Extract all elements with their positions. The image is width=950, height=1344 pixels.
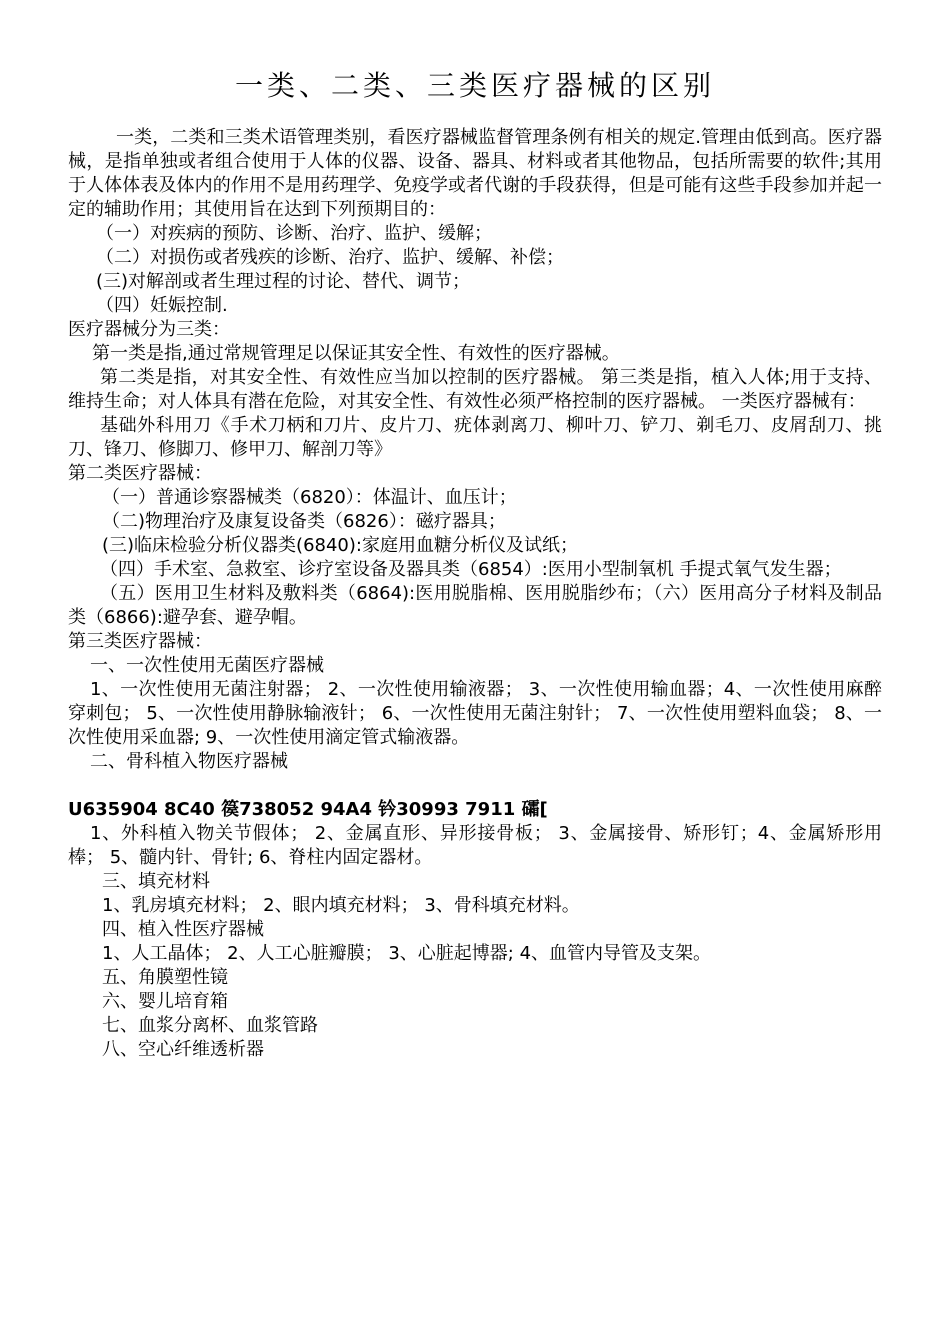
class-three-category: 一、一次性使用无菌医疗器械 bbox=[90, 655, 324, 676]
intro-paragraph: 一类，二类和三类术语管理类别，看医疗器械监督管理条例有相关的规定.管理由低到高。医疗器械，是指单独或者组合使用于人体的仪器、设备、器具、材料或者其他物品，包括所需要的软件;其用于人体体表及体内的作用不是用药理学、免疫学或者代谢的手段获得，但是可能有这些手段参加并起一定的辅助作用；其使用旨在达到下列预期目的： bbox=[68, 127, 882, 220]
class-two-three-definition: 第二类是指，对其安全性、有效性应当加以控制的医疗器械。 第三类是指，植入人体;用于支持、维持生命；对人体具有潜在危险，对其安全性、有效性必须严格控制的医疗器械。 一类医疗器械有： bbox=[68, 367, 882, 412]
class-two-item: （一）普通诊察器械类（6820）：体温计、血压计； bbox=[102, 487, 517, 508]
class-three-items: 1、乳房填充材料； 2、眼内填充材料； 3、骨科填充材料。 bbox=[102, 895, 580, 916]
class-two-heading: 第二类医疗器械： bbox=[68, 463, 212, 484]
class-three-category: 五、角膜塑性镜 bbox=[102, 967, 228, 988]
class-two-item: （五）医用卫生材料及敷料类（6864):医用脱脂棉、医用脱脂纱布；（六）医用高分子材料及制品类（6866):避孕套、避孕帽。 bbox=[68, 583, 882, 628]
class-three-category: 六、婴儿培育箱 bbox=[102, 991, 228, 1012]
purpose-item: （四）妊娠控制. bbox=[96, 295, 228, 316]
document-title: 一类、二类、三类医疗器械的区别 bbox=[234, 69, 715, 102]
class-two-item: (三)临床检验分析仪器类(6840):家庭用血糖分析仪及试纸； bbox=[102, 535, 578, 556]
purpose-item: (三)对解剖或者生理过程的讨论、替代、调节； bbox=[96, 271, 471, 292]
classification-heading: 医疗器械分为三类： bbox=[68, 319, 230, 340]
class-three-category: 二、骨科植入物医疗器械 bbox=[90, 751, 288, 772]
class-three-category: 七、血浆分离杯、血浆管路 bbox=[102, 1015, 318, 1036]
document-body bbox=[68, 126, 882, 1062]
class-two-item: （四）手术室、急救室、诊疗室设备及器具类（6854）:医用小型制氧机 手提式氧气发生器； bbox=[100, 559, 842, 580]
class-three-items: 1、外科植入物关节假体； 2、金属直形、异形接骨板； 3、金属接骨、矫形钉；4、金属矫形用棒； 5、髓内针、骨针; 6、脊柱内固定器材。 bbox=[68, 823, 882, 868]
class-two-item: （二)物理治疗及康复设备类（6826）：磁疗器具； bbox=[102, 511, 506, 532]
class-three-items: 1、人工晶体； 2、人工心脏瓣膜； 3、心脏起博器; 4、血管内导管及支架。 bbox=[102, 943, 712, 964]
class-one-examples: 基础外科用刀《手术刀柄和刀片、皮片刀、疣体剥离刀、柳叶刀、铲刀、剃毛刀、皮屑刮刀、挑刀、锋刀、修脚刀、修甲刀、解剖刀等》 bbox=[68, 415, 882, 460]
class-three-category: 八、空心纤维透析器 bbox=[102, 1039, 264, 1060]
spacer bbox=[68, 774, 882, 798]
class-three-items: 1、一次性使用无菌注射器； 2、一次性使用输液器； 3、一次性使用输血器；4、一次性使用麻醉穿刺包； 5、一次性使用静脉输液针； 6、一次性使用无菌注射针； 7、一次性使用塑料血袋； 8、一次性使用采血器; 9、一次性使用滴定管式输液器。 bbox=[68, 679, 882, 748]
purpose-item: （一）对疾病的预防、诊断、治疗、监护、缓解； bbox=[96, 223, 492, 244]
class-three-heading: 第三类医疗器械： bbox=[68, 631, 212, 652]
class-one-definition: 第一类是指,通过常规管理足以保证其安全性、有效性的医疗器械。 bbox=[92, 343, 620, 364]
garbled-line: U635904 8C40 篌738052 94A4 钤30993 7911 礵[ bbox=[68, 799, 548, 820]
class-three-category: 四、植入性医疗器械 bbox=[102, 919, 264, 940]
class-three-category: 三、填充材料 bbox=[102, 871, 210, 892]
purpose-item: （二）对损伤或者残疾的诊断、治疗、监护、缓解、补偿； bbox=[96, 247, 564, 268]
